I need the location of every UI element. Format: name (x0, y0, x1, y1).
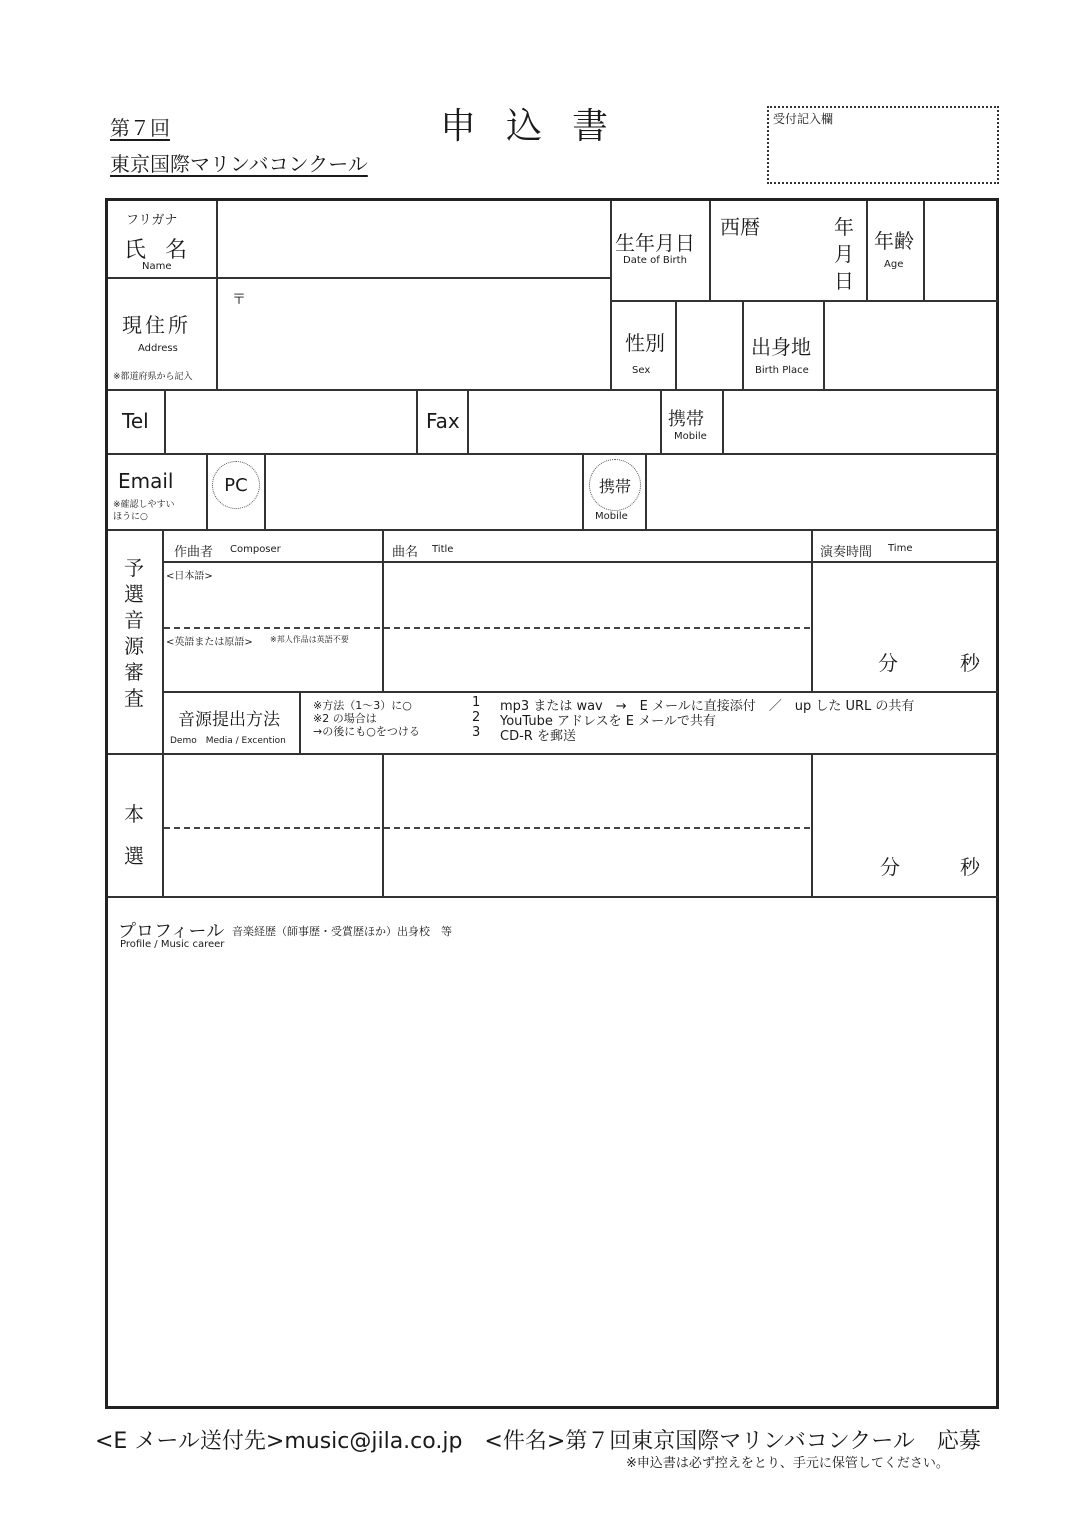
fax-label: Fax (426, 409, 460, 433)
name-label: 氏 名 (124, 238, 193, 263)
mobile-email-en: Mobile (595, 511, 628, 522)
address-en-label: Address (138, 343, 178, 354)
address-label: 現住所 (122, 313, 191, 337)
edition-label: 第７回 (110, 116, 170, 140)
month-label: 月 (834, 242, 854, 266)
method-note-2: ※2 の場合は (313, 712, 377, 725)
title-label: 曲名 (392, 545, 419, 560)
age-label: 年齢 (874, 229, 914, 253)
sex-en-label: Sex (632, 365, 651, 376)
demo-en-label: Demo Media / Excention (170, 736, 286, 746)
page-title: 申込書 (440, 106, 639, 147)
composer-en-label: Composer (230, 544, 281, 555)
name-en-label: Name (142, 261, 172, 272)
dob-en-label: Date of Birth (623, 255, 687, 266)
day-label: 日 (834, 269, 854, 293)
receipt-label: 受付記入欄 (773, 112, 834, 126)
option-3-number: 3 (472, 725, 481, 740)
method-note-3: →の後にも○をつける (313, 725, 420, 738)
option-2-text: YouTube アドレスを E メールで共有 (500, 714, 716, 729)
option-1-number: 1 (472, 695, 481, 710)
application-form (105, 198, 999, 1409)
method-note-1: ※方法（1～3）に○ (313, 699, 412, 712)
perf-time-en-label: Time (888, 543, 913, 554)
prelim-minute-label: 分 (878, 651, 898, 675)
composer-label: 作曲者 (174, 545, 214, 560)
age-en-label: Age (884, 259, 904, 270)
japanese-label: <日本語> (166, 571, 213, 582)
option-3-text: CD-R を郵送 (500, 729, 576, 744)
footer-note: ※申込書は必ず控えをとり、手元に保管してください。 (626, 1456, 949, 1471)
perf-time-label: 演奏時間 (820, 545, 873, 560)
profile-note: 音楽経歴（師事歴・受賞歴ほか）出身校 等 (232, 925, 452, 938)
dob-label: 生年月日 (615, 231, 695, 255)
address-note: ※都道府県から記入 (113, 372, 193, 382)
email-note-1: ※確認しやすい (113, 500, 175, 510)
receipt-box (767, 106, 999, 184)
year-label: 年 (834, 215, 854, 239)
era-label: 西暦 (720, 215, 760, 239)
english-note: ※邦人作品は英語不要 (270, 635, 349, 644)
profile-label: プロフィール (118, 921, 225, 942)
english-label: <英語または原語> (166, 637, 253, 648)
pc-choice[interactable]: PC (212, 461, 260, 509)
sex-label: 性別 (625, 331, 665, 355)
title-en-label: Title (432, 544, 454, 555)
final-vertical-label: 本 選 (124, 802, 144, 868)
mobile-label: 携帯 (668, 409, 704, 430)
mobile-en-label: Mobile (674, 431, 707, 442)
competition-name: 東京国際マリンバコンクール (110, 152, 368, 176)
email-note-2: ほうに○ (113, 512, 148, 522)
footer-email-line: <E メール送付先>music@jila.co.jp <件名>第７回東京国際マリンバコンクール 応募 (95, 1429, 981, 1454)
profile-en-label: Profile / Music career (120, 939, 225, 950)
final-second-label: 秒 (960, 855, 980, 879)
email-label: Email (118, 469, 174, 493)
demo-label: 音源提出方法 (178, 710, 280, 730)
mobile-email-choice[interactable]: 携帯 (589, 459, 641, 511)
prelim-vertical-label: 予選 音源審査 (124, 556, 144, 710)
option-2-number: 2 (472, 710, 481, 725)
furigana-label: フリガナ (126, 213, 178, 228)
birthplace-label: 出身地 (751, 335, 811, 359)
postal-mark: 〒 (232, 292, 246, 308)
prelim-second-label: 秒 (960, 651, 980, 675)
birthplace-en-label: Birth Place (755, 365, 809, 376)
option-1-text: mp3 または wav → E メールに直接添付 ／ up した URL の共有 (500, 699, 915, 714)
tel-label: Tel (122, 409, 149, 433)
final-minute-label: 分 (880, 855, 900, 879)
